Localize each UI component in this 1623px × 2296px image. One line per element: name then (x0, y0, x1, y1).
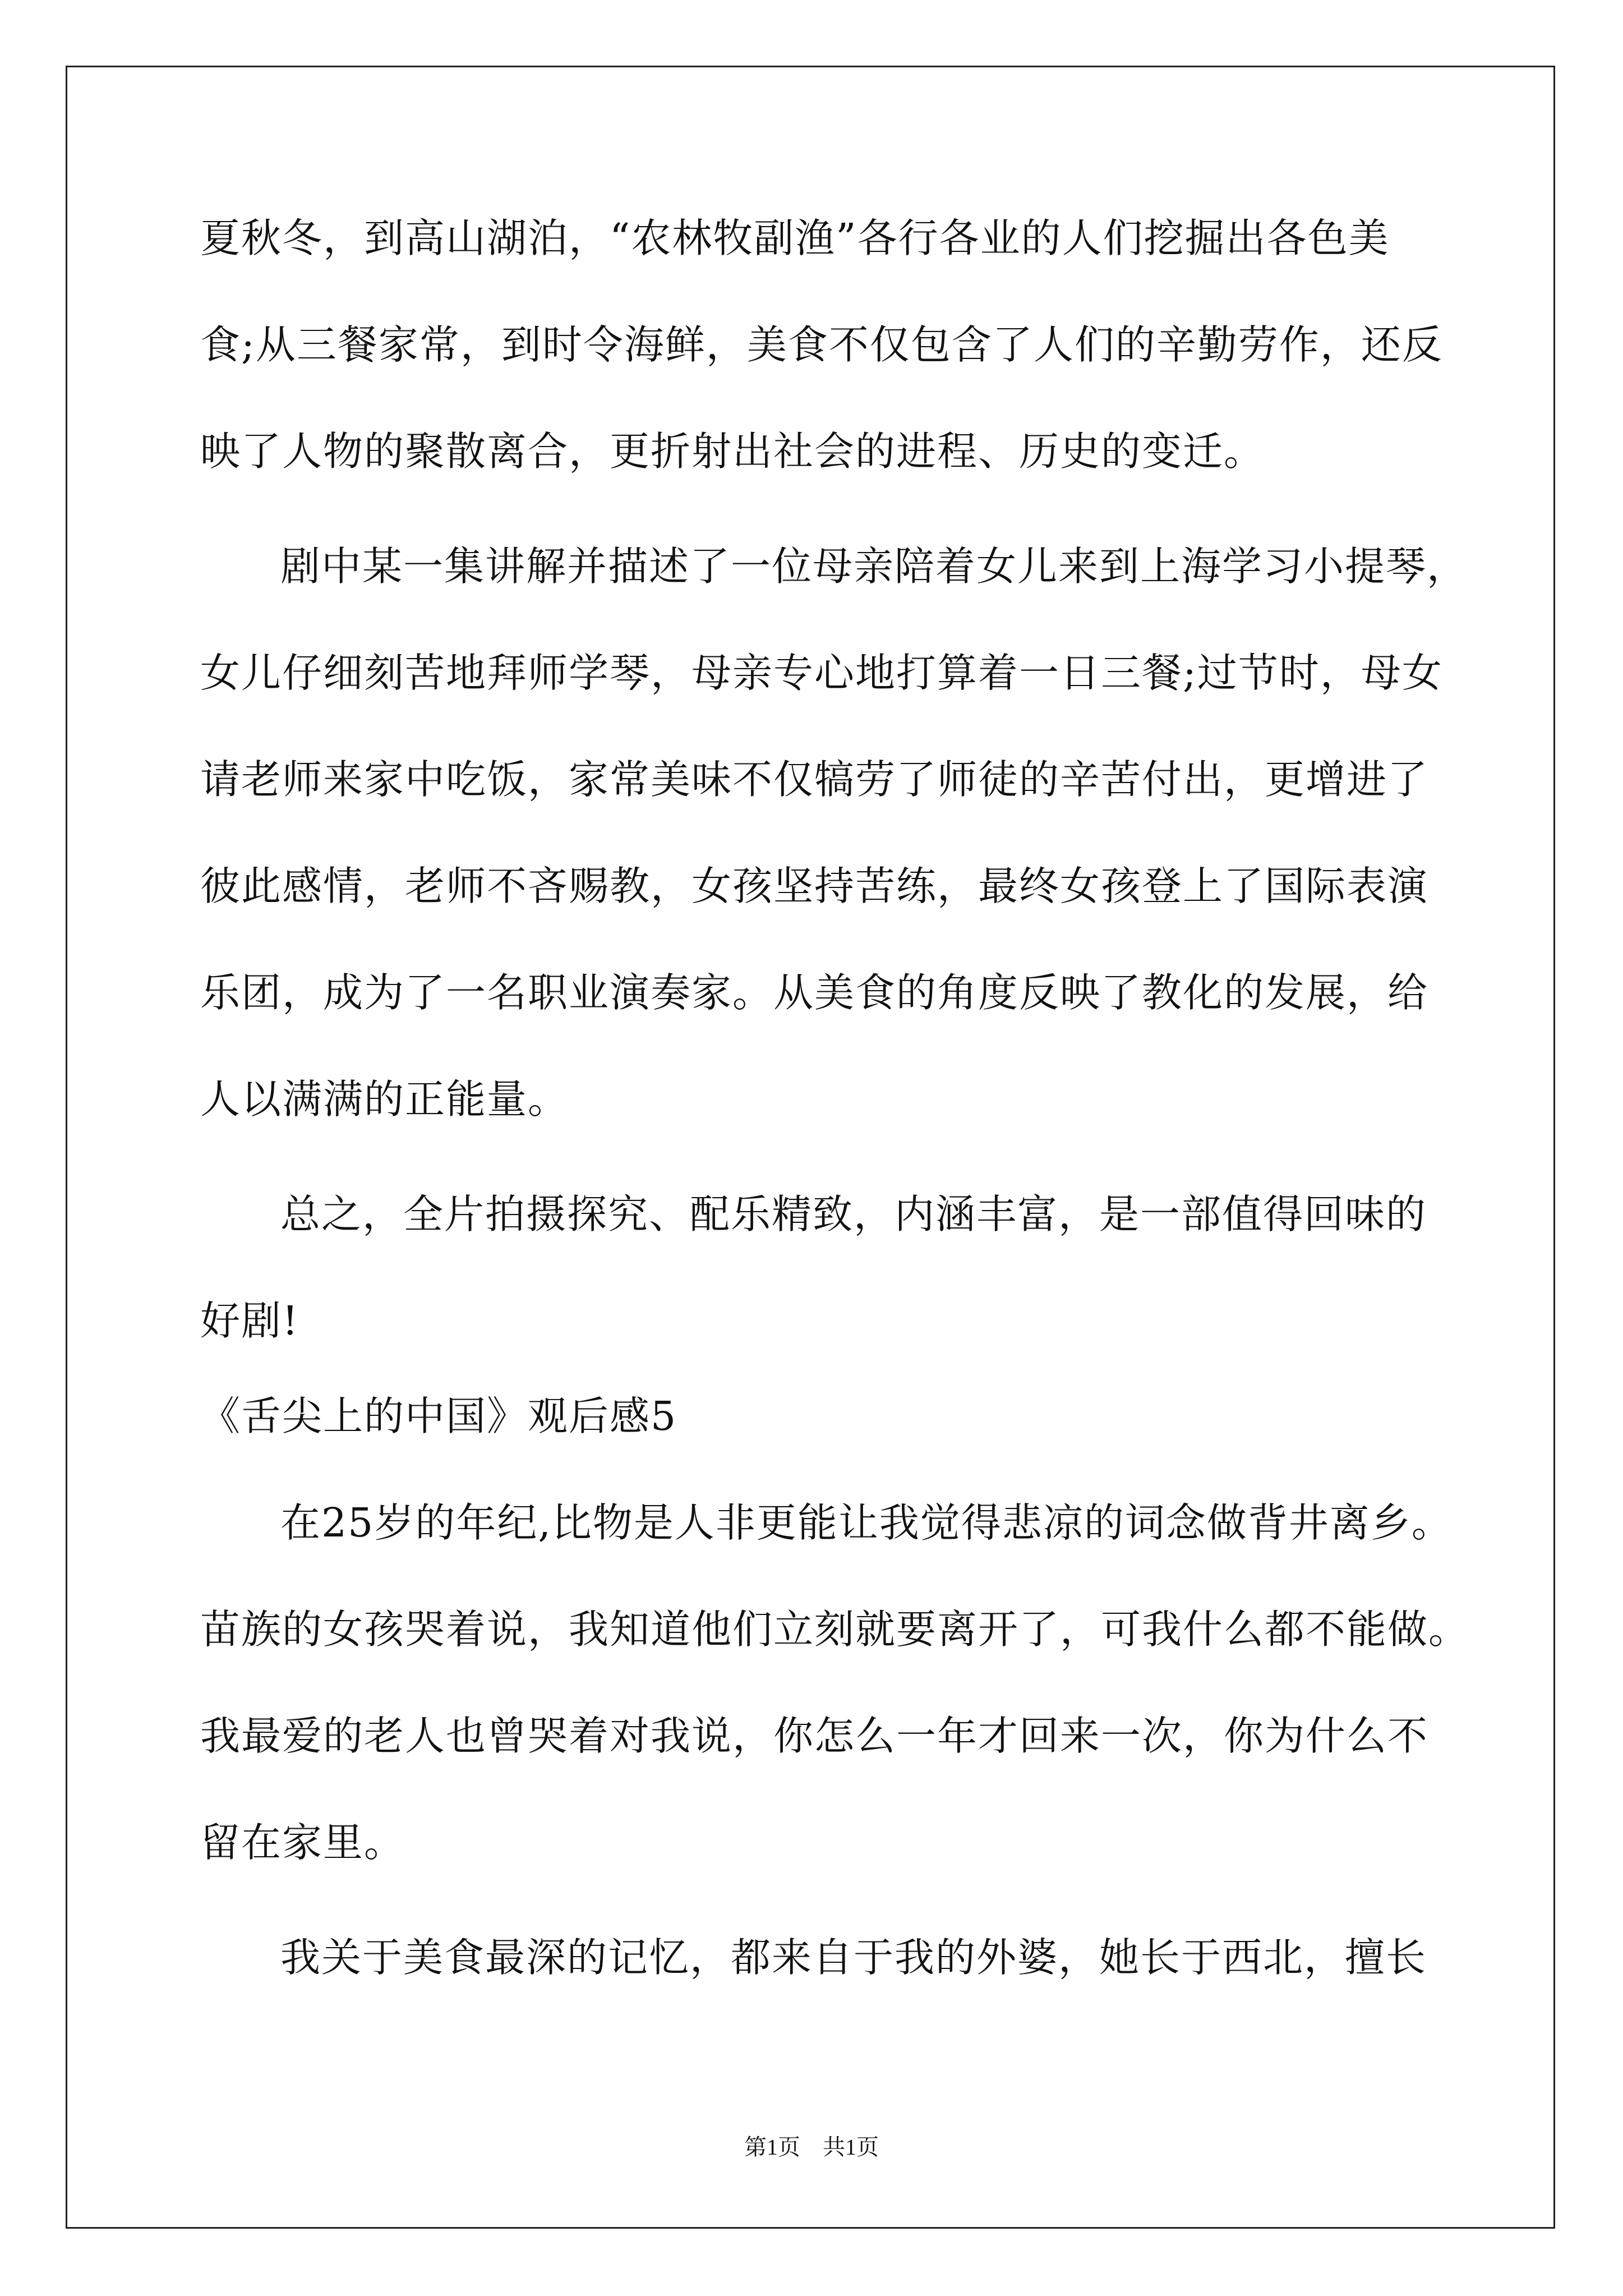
paragraph-line: 乐团，成为了一名职业演奏家。从美食的角度反映了教化的发展，给 (200, 969, 1429, 1016)
section-heading: 《舌尖上的中国》观后感5 (200, 1393, 677, 1439)
paragraph-line: 苗族的女孩哭着说，我知道他们立刻就要离开了，可我什么都不能做。 (200, 1606, 1470, 1653)
paragraph-line: 好剧! (200, 1297, 299, 1344)
paragraph-line: 我关于美食最深的记忆，都来自于我的外婆，她长于西北，擅长 (280, 1934, 1427, 1981)
page-footer: 第1页 共1页 (744, 2134, 879, 2160)
paragraph-line: 我最爱的老人也曾哭着对我说，你怎么一年才回来一次，你为什么不 (200, 1713, 1429, 1759)
paragraph-line: 留在家里。 (200, 1819, 405, 1866)
page-border (66, 66, 1555, 2229)
paragraph-line: 剧中某一集讲解并描述了一位母亲陪着女儿来到上海学习小提琴， (280, 543, 1468, 590)
paragraph-line: 在25岁的年纪,比物是人非更能让我觉得悲凉的词念做背井离乡。 (280, 1499, 1453, 1546)
paragraph-line: 食;从三餐家常，到时令海鲜，美食不仅包含了人们的辛勤劳作，还反 (200, 321, 1443, 368)
paragraph-line: 女儿仔细刻苦地拜师学琴，母亲专心地打算着一日三餐;过节时，母女 (200, 650, 1443, 696)
paragraph-line: 总之，全片拍摄探究、配乐精致，内涵丰富，是一部值得回味的 (280, 1191, 1427, 1237)
paragraph-line: 映了人物的聚散离合，更折射出社会的进程、历史的变迁。 (200, 428, 1265, 475)
paragraph-line: 人以满满的正能量。 (200, 1076, 569, 1122)
paragraph-line: 夏秋冬，到高山湖泊，“农林牧副渔”各行各业的人们挖掘出各色美 (200, 215, 1390, 261)
paragraph-line: 彼此感情，老师不吝赐教，女孩坚持苦练，最终女孩登上了国际表演 (200, 863, 1429, 909)
paragraph-line: 请老师来家中吃饭，家常美味不仅犒劳了师徒的辛苦付出，更增进了 (200, 756, 1429, 803)
